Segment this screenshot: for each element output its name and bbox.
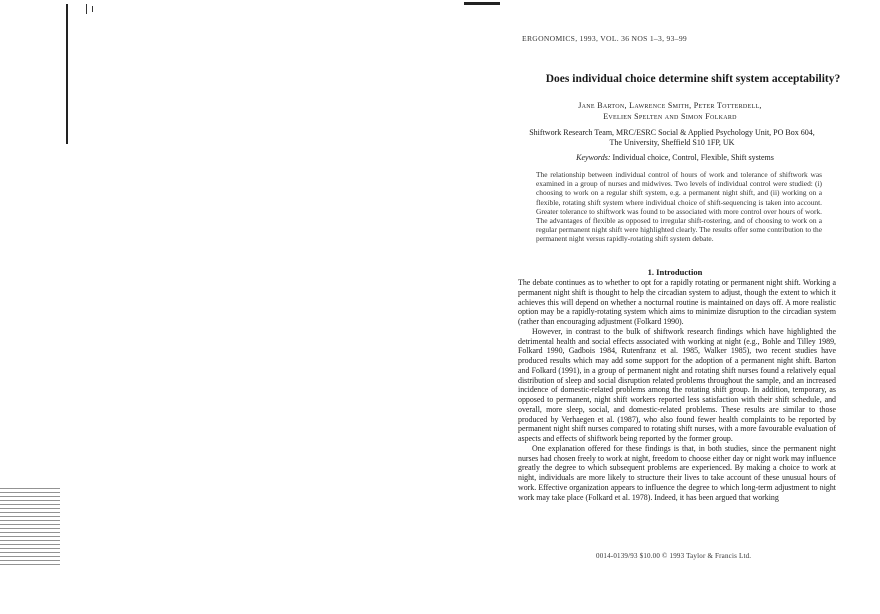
scan-binding-edge (66, 4, 68, 144)
affiliation-line: The University, Sheffield S10 1FP, UK (609, 138, 735, 147)
author-line: Jane Barton, Lawrence Smith, Peter Totterdell, (578, 101, 762, 110)
scan-mark (86, 4, 87, 14)
scan-mark (92, 6, 93, 12)
author-line: Evelien Spelten and Simon Folkard (603, 112, 737, 121)
body-text (518, 278, 836, 502)
page-title: Does individual choice determine shift system acceptability? (545, 73, 841, 85)
copyright-footer: 0014-0139/93 $10.00 © 1993 Taylor & Francis Ltd. (596, 552, 752, 560)
scan-mark (464, 2, 500, 5)
section-heading: 1. Introduction (647, 267, 703, 277)
keywords (520, 153, 830, 162)
keywords-label: Keywords: (576, 153, 611, 162)
author-list (520, 100, 820, 122)
affiliation-line: Shiftwork Research Team, MRC/ESRC Social & Applied Psychology Unit, PO Box 604, (529, 128, 815, 137)
abstract: The relationship between individual control of hours of work and tolerance of shiftwork was examined in a group of nurses and midwives. Two levels of individual control were studied: (i) choosing to work on a regular shift system, e.g. a permanent night shift, and (ii) working on a flexible, rotating shift system where individual choice of shift-sequencing is taken into account. Greater tolerance to shiftwork was found to be associated with more control over hours of work. The advantages of flexible as opposed to irregular shift-rostering, and of choosing to work on a regular permanent night shift were highlighted clearly. The results offer some contribution to the permanent night versus rapidly-rotating shift system debate. (536, 170, 822, 244)
keywords-text: Individual choice, Control, Flexible, Shift systems (612, 153, 774, 162)
paragraph: One explanation offered for these findings is that, in both studies, since the permanent night nurses had chosen freely to work at night, freedom to choose either day or night work may influence greatly the degree to which subsequent problems are experienced. By making a choice to work at night, individuals are more likely to structure their lives to take account of these unusual hours of work. Effective organization appears to influence the degree to which long-term adjustment to night work may take place (Folkard et al. 1978). Indeed, it has been argued that working (518, 443, 836, 502)
paragraph: The debate continues as to whether to opt for a rapidly rotating or permanent night shift. Working a permanent night shift is thought to help the circadian system to adjust, though the extent to which it achieves this will depend on whether a nocturnal routine is maintained on days off. A more realistic option may be a rapidly-rotating system which aims to minimize disruption to the circadian system (rather than encouraging adjustment (Folkard 1990). (518, 278, 836, 326)
scan-noise (0, 488, 60, 566)
affiliation (512, 128, 832, 148)
journal-citation: ERGONOMICS, 1993, VOL. 36 NOS 1–3, 93–99 (522, 34, 688, 43)
paragraph: However, in contrast to the bulk of shiftwork research findings which have highlighted the detrimental health and social effects associated with working at night (e.g., Bohle and Tilley 1989, Folkard 1990, Gadbois 1984, Rutenfranz et al. 1985, Walker 1985), two recent studies have produced results which may add some support for the adoption of a permanent night shift. Barton and Folkard (1991), in a group of permanent night and rotating shift nurses found a relatively equal distribution of sleep and social disruption related problems throughout the sample, and an increased incidence of domestic-related problems among the rotating shift group. In addition, temporary, as opposed to permanent, night shift workers reported less satisfaction with their shift schedule, and overall, more sleep, social, and domestic-related problems. These results are similar to those produced by Verhaegen et al. (1987), who also found fewer health complaints to be reported by permanent night shift nurses compared to rotating shift nurses, with a more favourable evaluation of aspects and effects of shiftwork being reported by the former group. (518, 326, 836, 443)
